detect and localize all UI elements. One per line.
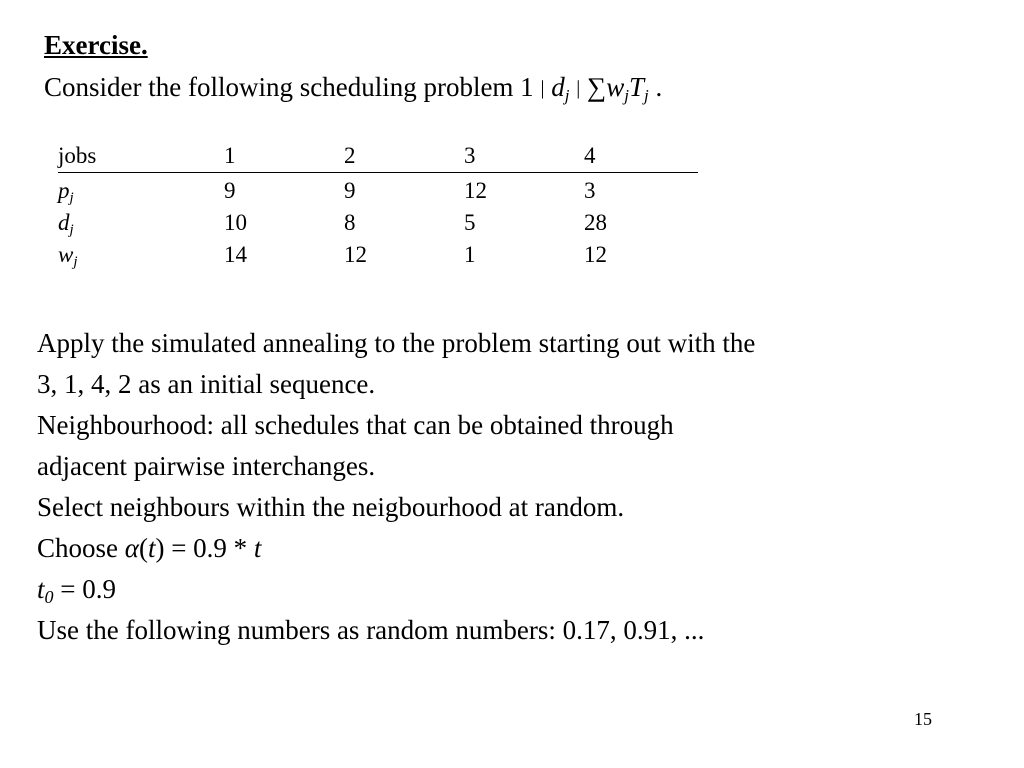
table-cell: 5 (464, 210, 476, 235)
instruction-line: Apply the simulated annealing to the problem starting out with the (37, 328, 756, 358)
weight-subscript: j (624, 86, 629, 105)
table-cell: 10 (224, 210, 247, 235)
problem-suffix: . (648, 72, 663, 102)
t-variable: t (253, 533, 262, 563)
row-symbol: d (58, 210, 70, 235)
table-header-label: jobs (58, 140, 224, 173)
table-cell: 3 (584, 178, 596, 203)
row-subscript: j (73, 254, 78, 270)
table-cell: 8 (344, 210, 356, 235)
separator-bar: | (540, 77, 545, 99)
table-cell: 1 (464, 242, 476, 267)
problem-prefix: Consider the following scheduling problem 1 (44, 72, 541, 102)
choose-prefix: Choose (37, 533, 125, 563)
sum-symbol: ∑ (586, 72, 607, 102)
instruction-line: 3, 1, 4, 2 as an initial sequence. (37, 369, 376, 399)
table-row (58, 239, 698, 271)
table-cell: 12 (344, 242, 367, 267)
page-number: 15 (914, 709, 932, 729)
row-label (58, 173, 224, 208)
weight-symbol: w (606, 72, 625, 102)
row-symbol: p (58, 178, 70, 203)
table-header-row (58, 140, 698, 173)
formula-middle: ) = 0.9 * (155, 533, 254, 563)
slide-title: Exercise. (44, 30, 148, 60)
table-cell: 9 (224, 178, 236, 203)
table-cell: 28 (584, 210, 607, 235)
table-cell: 14 (224, 242, 247, 267)
instruction-line: Neighbourhood: all schedules that can be obtained through (37, 410, 674, 440)
due-date-symbol: d (551, 72, 565, 102)
table-cell: 12 (584, 242, 607, 267)
table-cell: 12 (464, 178, 487, 203)
t0-subscript: 0 (44, 587, 54, 607)
t0-variable: t (37, 574, 45, 604)
alpha-symbol: α (124, 533, 139, 563)
instruction-line: adjacent pairwise interchanges. (37, 451, 376, 481)
table-row (58, 207, 698, 239)
row-symbol: w (58, 242, 74, 267)
separator-bar: | (576, 77, 581, 99)
instruction-line: Select neighbours within the neigbourhood at random. (37, 492, 625, 522)
t-variable: t (147, 533, 156, 563)
paren-open: ( (138, 533, 148, 563)
cooling-schedule-line (37, 528, 997, 569)
tardiness-subscript: j (643, 86, 649, 105)
due-date-subscript: j (564, 86, 570, 105)
table-header-cell: 1 (224, 140, 344, 173)
row-subscript: j (69, 222, 74, 238)
jobs-table (58, 140, 698, 271)
row-subscript: j (69, 190, 74, 206)
row-label (58, 239, 224, 271)
initial-temperature-line (37, 569, 997, 610)
instruction-line: Use the following numbers as random numbers: 0.17, 0.91, ... (37, 615, 705, 645)
exercise-instructions (37, 323, 997, 651)
table-row (58, 173, 698, 208)
problem-statement (44, 70, 662, 107)
tardiness-symbol: T (628, 72, 644, 102)
table-header-cell: 2 (344, 140, 464, 173)
table-cell: 9 (344, 178, 356, 203)
t0-value: = 0.9 (53, 574, 116, 604)
table-header-cell: 3 (464, 140, 584, 173)
row-label (58, 207, 224, 239)
table-header-cell: 4 (584, 140, 698, 173)
